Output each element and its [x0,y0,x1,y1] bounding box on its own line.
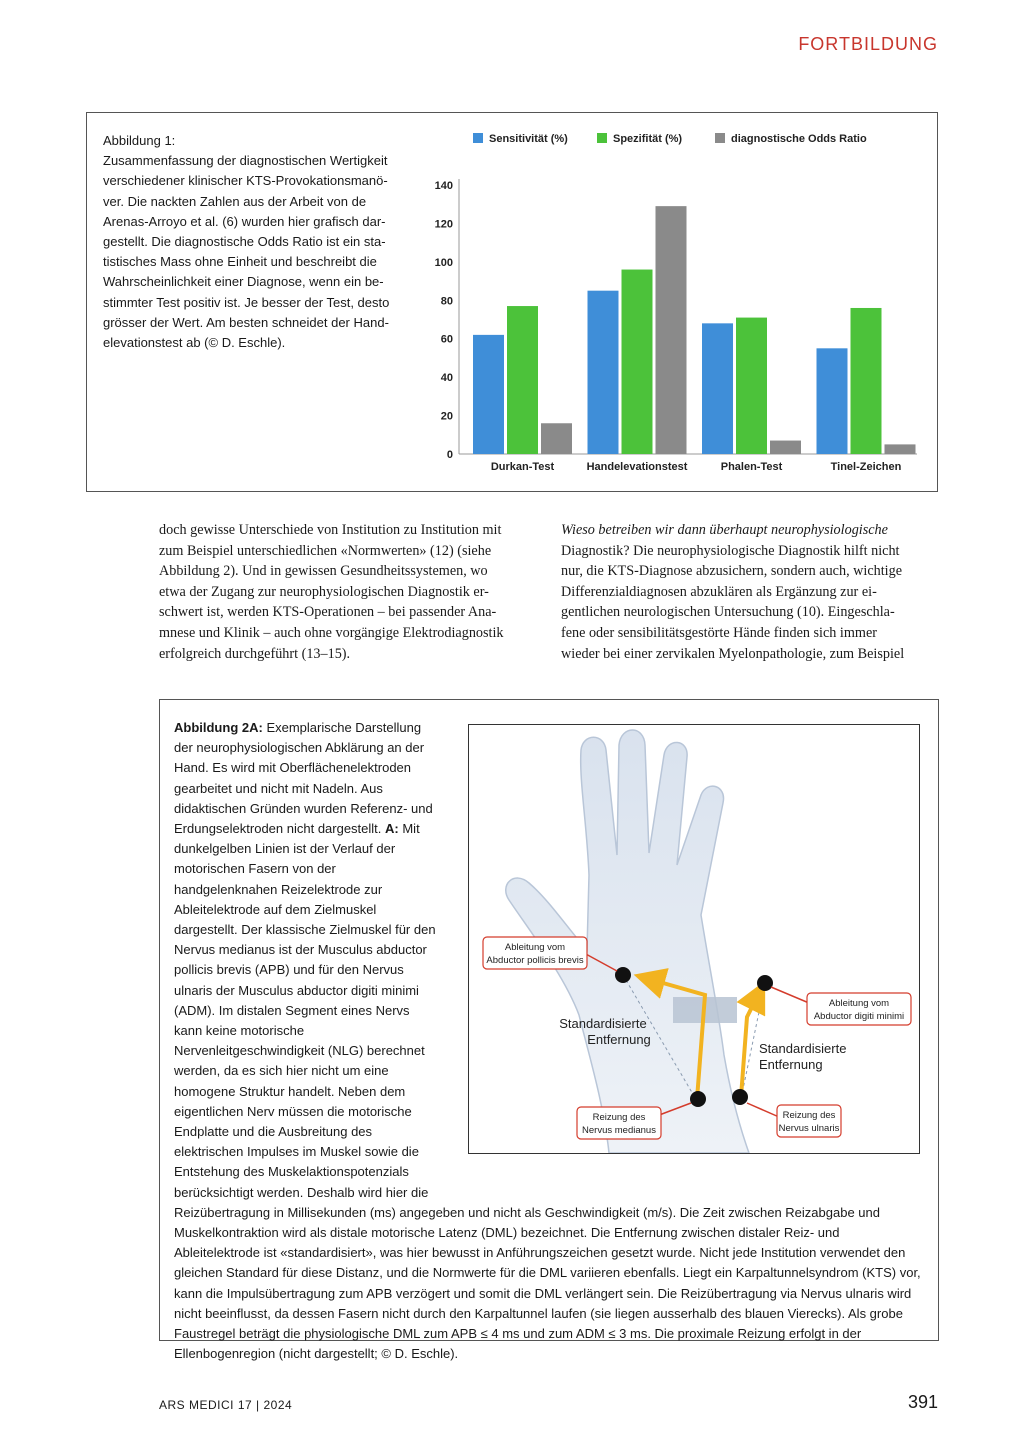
bar [588,291,619,454]
figure-1 [86,112,938,492]
caption-text: Mit dunkelgelben Linien ist der Verlauf der motorischen Fasern von der handgelenknahen Reizelektrode zur Ableitelektrode auf dem Zielmuskel dargestellt. Der klassische Zielmuskel für den Nervus medianus ist der Musculus abductor pollicis brevis (APB) und für den Nervus ulnaris der Musculus abductor digiti minimi (ADM). Im distalen Segment eines Nervs kann keine motorische Nervenleitgeschwindigkeit (NLG) berechnet werden, da es sich hier nicht um eine homogene Struktur handelt. Neben dem eigentlichen Nerv müssen die motorische Endplatte und die Ausbreitung des elektrischen Impulses im Muskel sowie die Entstehung des Muskelaktionspotenzials berücksichtigt werden. Deshalb wird hier die Reizübertragung in Millisekunden (ms) angegeben und nicht als Geschwindigkeit (m/s). Die Zeit zwischen Reizabgabe und Muskelkontraktion wird als distale motorische Latenz (DML) bezeichnet. Die Entfernung zwischen distaler Reiz- und Ableitelektrode ist «standardisiert», was hier bewusst in Anführungszeichen gesetzt wurde. Nicht jede Institution verwendet den gleichen Standard für diese Distanz, und die Normwerte für die DML variieren ebenfalls. Liegt ein Karpaltunnelsyndrom (KTS) vor, kann die Impulsübertragung zum APB verzögert und somit die DML verlängert sein. Die Reizübertragung via Nervus ulnaris wird nicht beeinflusst, da dessen Fasern nicht durch den Karpaltunnel laufen (sie liegen ausserhalb des blauen Vierecks). Als grobe Faustregel beträgt die physiologische DML zum APB ≤ 4 ms und zum ADM ≤ 3 ms. Die proximale Reizung erfolgt in der Ellenbogenregion (nicht dargestellt; © D. Eschle). [174,821,921,1362]
label-apb-line2: Abductor pollicis brevis [486,955,584,966]
caption-line: grösser der Wert. Am besten schneidet der Hand- [103,314,389,330]
caption-line: verschiedener klinischer KTS-Provokationsmanö- [103,173,388,189]
label-apb-line1: Ableitung vom [504,942,566,953]
bar [622,270,653,454]
x-tick-label: Handelevationstest [586,461,688,473]
callout-line [771,987,809,1003]
bar [851,308,882,454]
x-tick-label: Phalen-Test [720,461,783,473]
label-ulnar-line2: Nervus ulnaris [778,1123,840,1134]
electrode-ulnar-stim [732,1089,748,1105]
y-tick-label: 80 [440,295,453,308]
text-line: erfolgreich durchgeführt (13–15). [159,645,351,662]
bar [736,318,767,454]
y-tick-label: 120 [434,218,453,231]
body-text-left [159,520,537,664]
caption-line: ver. Die nackten Zahlen aus der Arbeit von de [103,193,367,209]
y-tick-label: 0 [446,449,453,461]
electrode-median-stim [690,1091,706,1107]
label-adm-line1: Ableitung vom [828,998,890,1009]
caption-line: Arenas-Arroyo et al. (6) wurden hier grafisch dar- [103,213,386,229]
label-median-line1: Reizung des [592,1112,646,1123]
y-tick-label: 60 [440,333,453,346]
y-tick-label: 40 [440,372,453,385]
section-header: FORTBILDUNG [798,34,938,54]
figure-1-caption [103,131,403,353]
bar [507,306,538,454]
text-line: nur, die KTS-Diagnose abzusichern, sondern auch, wichtige [561,563,903,580]
legend-swatch [715,133,725,143]
text-line: etwa der Zugang zur neurophysiologischen Diagnostik er- [159,583,489,600]
text-line: mnese und Klinik – auch ohne vorgängige Elektrodiagnostik [159,624,504,641]
ulnar-fiber-path [741,995,758,1097]
bar [770,441,801,454]
bar-chart [417,123,927,483]
legend-swatch [597,133,607,143]
hand-diagram [469,725,919,1153]
y-tick-label: 20 [440,410,453,423]
page-number: 391 [907,1392,938,1412]
std-distance-left-line1: Standardisierte [559,1016,647,1031]
label-ulnar-line1: Reizung des [782,1110,836,1121]
journal-footer: ARS MEDICI 17 | 2024 [159,1398,293,1412]
hand-illustration [468,724,920,1154]
bar [702,323,733,454]
bar [656,206,687,454]
caption-label-a: A: [385,821,399,837]
callout-line [747,1103,779,1117]
caption-label: Abbildung 2A: [174,720,263,735]
legend-label: Sensitivität (%) [489,133,568,145]
caption-text: Exemplarische Darstellung der neurophysiologischen Abklärung an der Hand. Es wird mit Oberflächenelektroden gearbeitet und nicht mit Nadeln. Aus didaktischen Gründen wurden Referenz- und Erdungselektroden nicht dargestellt. [174,720,433,837]
bar [817,348,848,454]
label-adm-line2: Abductor digiti minimi [813,1011,905,1022]
body-text-right [561,520,939,664]
caption-line: Zusammenfassung der diagnostischen Wertigkeit [103,153,388,169]
legend-swatch [473,133,483,143]
bar [885,444,916,454]
text-line: Diagnostik? Die neurophysiologische Diagnostik hilft nicht [561,542,900,559]
figure-2 [159,699,939,1362]
std-distance-right-line2: Entfernung [759,1057,823,1072]
label-median-line2: Nervus medianus [582,1125,656,1136]
std-distance-left-line2: Entfernung [587,1032,651,1047]
x-tick-label: Tinel-Zeichen [830,461,902,473]
text-line: doch gewisse Unterschiede von Institution zu Institution mit [159,522,502,538]
text-line: fene oder sensibilitätsgestörte Hände finden sich immer [561,624,877,641]
caption-line: gestellt. Die diagnostische Odds Ratio ist ein sta- [103,234,386,250]
legend-label: Spezifität (%) [613,133,683,145]
text-line: Abbildung 2). Und in gewissen Gesundheitssystemen, wo [159,563,488,580]
electrode-apb [615,967,631,983]
caption-line: elevationstest ab (© D. Eschle). [103,335,286,351]
caption-line: Abbildung 1: [103,133,176,148]
caption-line: stimmter Test positiv ist. Je besser der Test, desto [103,294,390,310]
std-distance-right-line1: Standardisierte [759,1041,847,1056]
text-line: Differenzialdiagnosen abzuklären als Ergänzung zur ei- [561,583,877,600]
caption-line: tistisches Mass ohne Einheit und beschreibt die [103,254,377,270]
text-line: schwert ist, werden KTS-Operationen – bei passender Ana- [159,604,497,621]
bar [541,423,572,454]
y-tick-label: 140 [434,180,453,192]
x-tick-label: Durkan-Test [490,461,555,473]
bar [473,335,504,454]
text-line: zum Beispiel unterschiedlichen «Normwerten» (12) (siehe [159,542,492,559]
text-line: gentlichen neurologischen Untersuchung (10). Eingeschla- [561,604,895,621]
text-line: Wieso betreiben wir dann überhaupt neurophysiologische [561,522,888,538]
caption-line: Wahrscheinlichkeit einer Diagnose, wenn ein be- [103,274,384,290]
electrode-adm [757,975,773,991]
y-tick-label: 100 [434,256,453,269]
text-line: wieder bei einer zervikalen Myelonpathologie, zum Beispiel [561,645,905,662]
legend-label: diagnostische Odds Ratio [731,133,867,145]
